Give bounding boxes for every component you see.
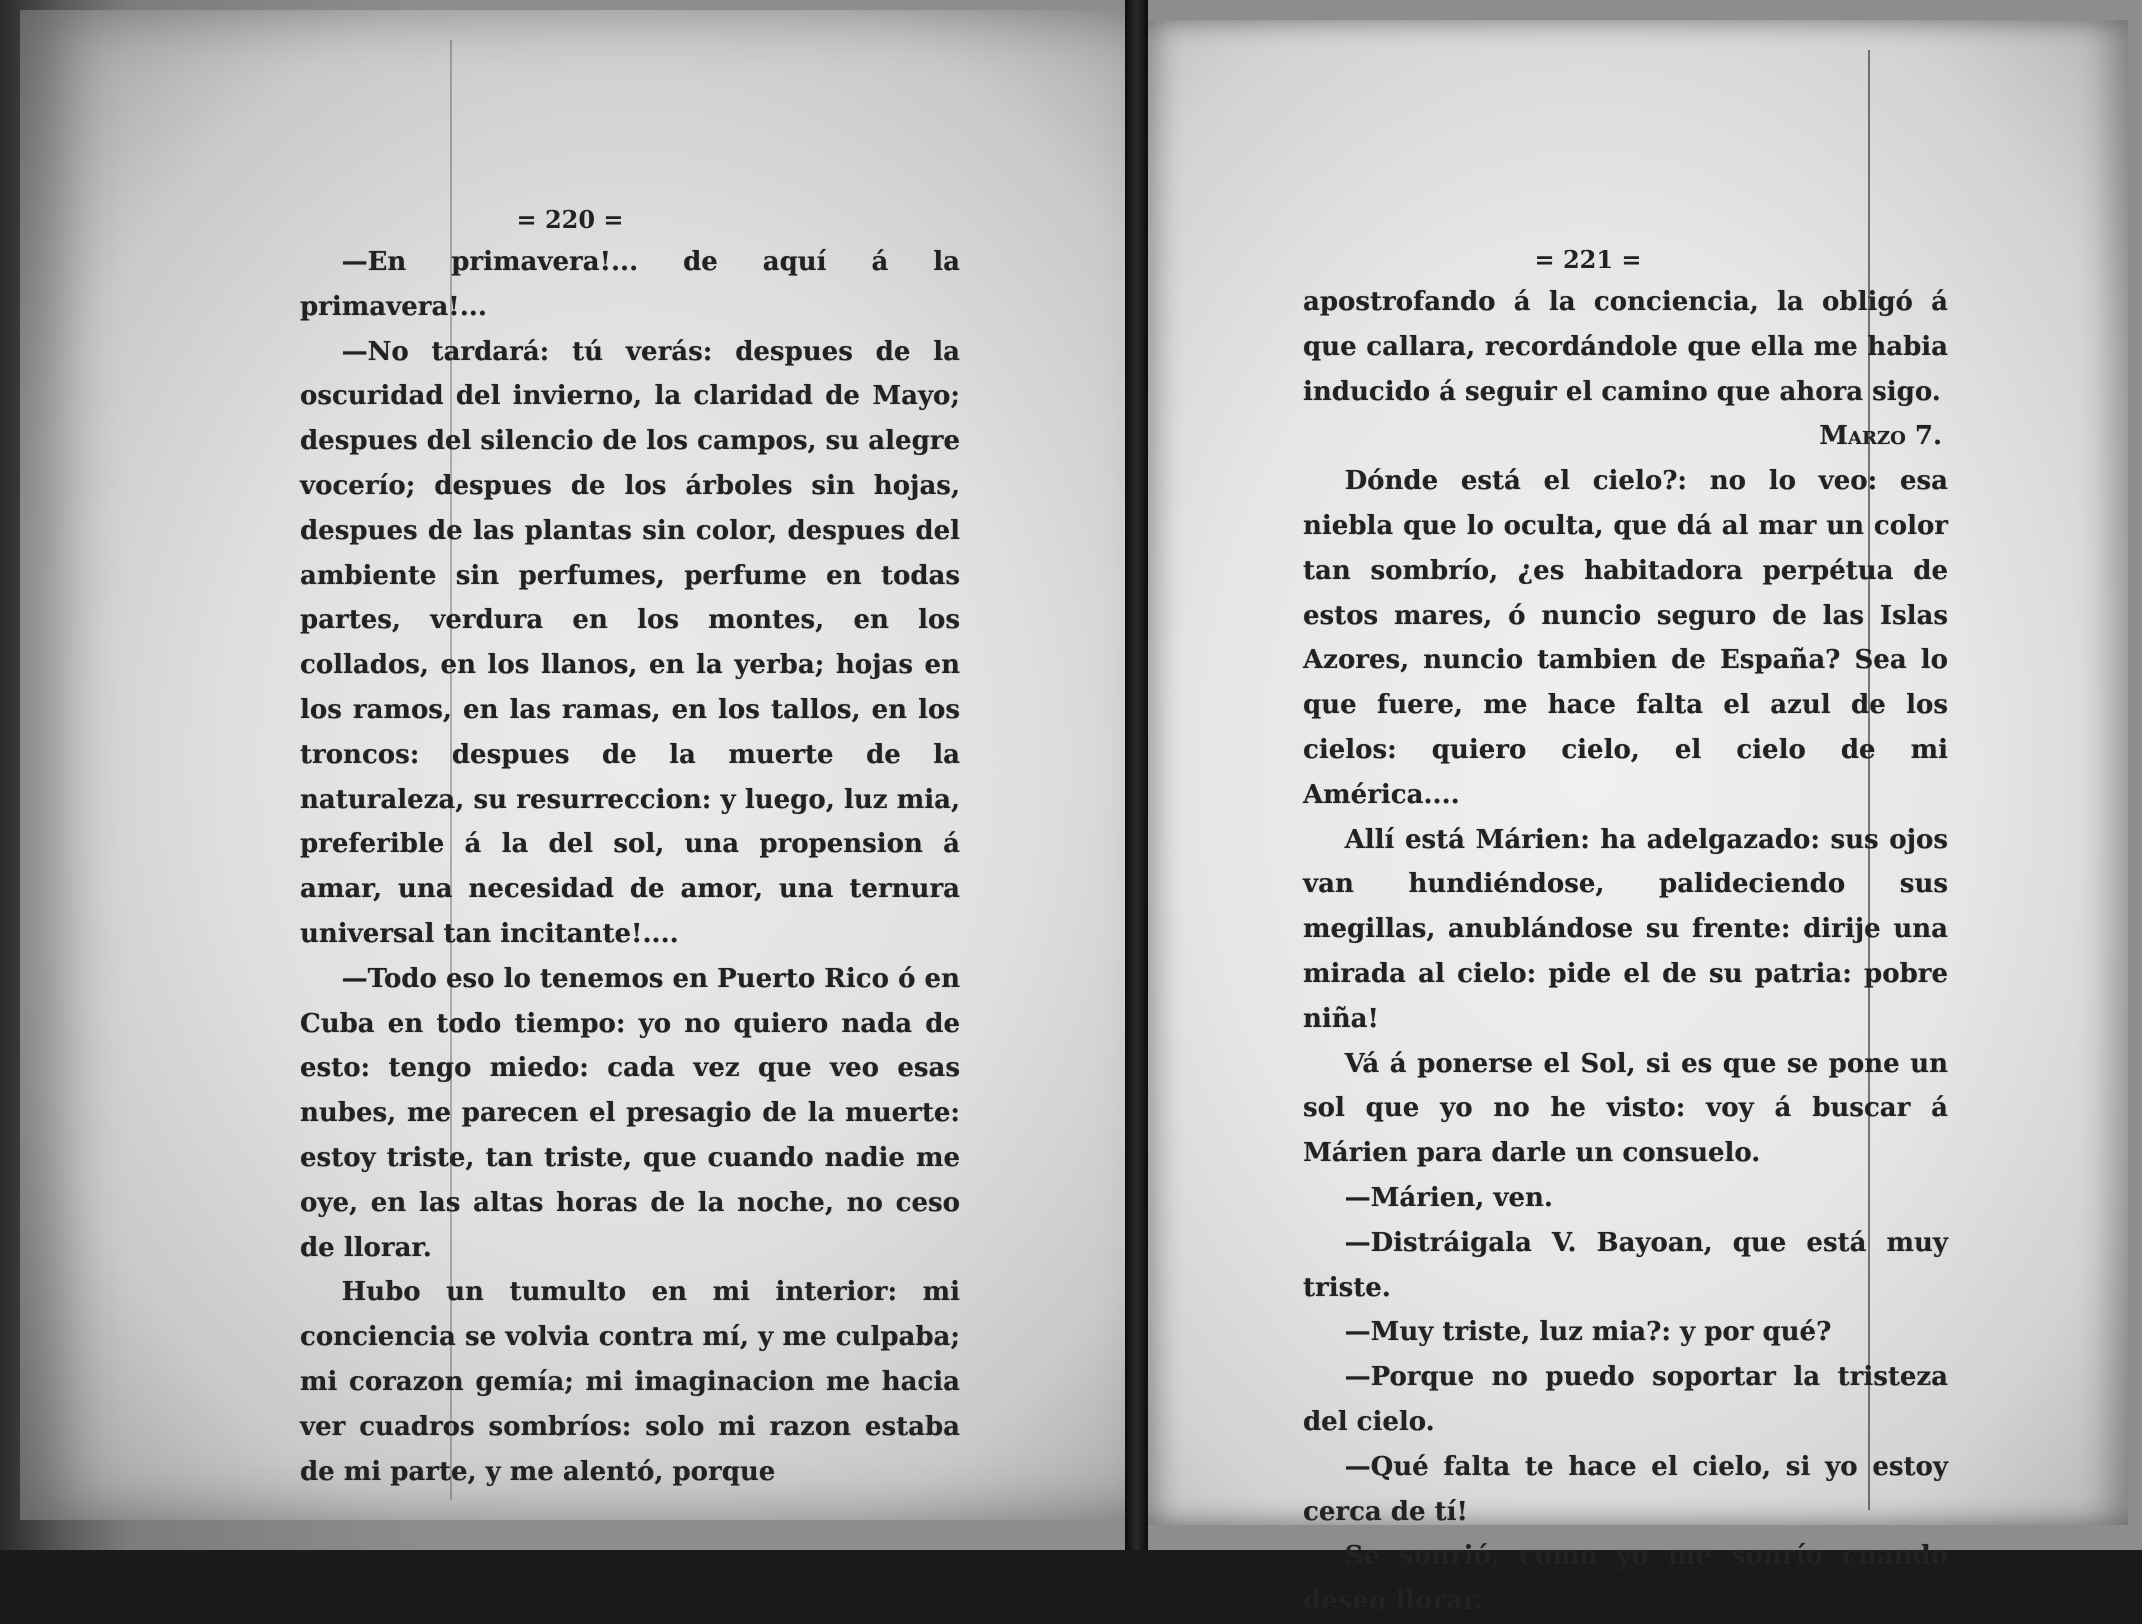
book-gutter bbox=[1125, 0, 1148, 1550]
page-number: = 220 = bbox=[516, 205, 624, 234]
dialogue-line: —Muy triste, luz mia?: y por qué? bbox=[1344, 1317, 1832, 1348]
paragraph: Allí está Márien: ha adelgazado: sus ojos van hundiéndose, palideciendo sus megillas, anublándose su frente: dirije una mirada al cielo: pide el de su patria: pobre niña! bbox=[1303, 824, 1948, 1034]
paragraph: Hubo un tumulto en mi interior: mi conciencia se volvia contra mí, y me culpaba; mi corazon gemía; mi imaginacion me hacia ver cuadros sombríos: solo mi razon estaba de mi parte, y me alentó, porque bbox=[300, 1277, 960, 1487]
paragraph: —Todo eso lo tenemos en Puerto Rico ó en Cuba en todo tiempo: yo no quiero nada de esto: tengo miedo: cada vez que veo esas nubes, me parecen el presagio de la muerte: estoy triste, tan triste, que cuando nadie me oye, en las altas horas de la noche, no ceso de llorar. bbox=[300, 963, 960, 1263]
right-page bbox=[1148, 20, 2128, 1617]
paragraph: apostrofando á la conciencia, la obligó á que callara, recordándole que ella me habia inducido á seguir el camino que ahora sigo. bbox=[1303, 287, 1948, 407]
dialogue-line: —Márien, ven. bbox=[1344, 1182, 1553, 1213]
paragraph: —En primavera!... de aquí á la primavera!... bbox=[300, 247, 960, 322]
left-page-body bbox=[300, 240, 960, 1494]
left-page bbox=[20, 10, 1125, 1520]
paragraph: Se sonrió, como yo me sonrío cuando deseo llorar. bbox=[1303, 1541, 1948, 1617]
right-page-body bbox=[1303, 280, 1948, 1624]
paragraph: Dónde está el cielo?: no lo veo: esa niebla que lo oculta, que dá al mar un color tan sombrío, ¿es habitadora perpétua de estos mares, ó nuncio seguro de las Islas Azores, nuncio tambien de España? Sea lo que fuere, me hace falta el azul de los cielos: quiero cielo, el cielo de mi América.... bbox=[1303, 466, 1948, 810]
dialogue-line: —Distráigala V. Bayoan, que está muy triste. bbox=[1303, 1227, 1948, 1303]
page-number: = 221 = bbox=[1534, 245, 1642, 274]
dialogue-line: —Qué falta te hace el cielo, si yo estoy cerca de tí! bbox=[1303, 1451, 1948, 1527]
paragraph: Vá á ponerse el Sol, si es que se pone un sol que yo no he visto: voy á buscar á Márien para darle un consuelo. bbox=[1303, 1048, 1948, 1169]
dialogue-line: —Porque no puedo soportar la tristeza del cielo. bbox=[1303, 1362, 1948, 1437]
paragraph: —No tardará: tú verás: despues de la oscuridad del invierno, la claridad de Mayo; despues del silencio de los campos, su alegre vocerío; despues de los árboles sin hojas, despues de las plantas sin color, despues del ambiente sin perfumes, perfume en todas partes, verdura en los montes, en los collados, en los llanos, en la yerba; hojas en los ramos, en las ramas, en los tallos, en los troncos: despues de la muerte de la naturaleza, su resurreccion: y luego, luz mia, preferible á la del sol, una propension á amar, una necesidad de amor, una ternura universal tan incitante!.... bbox=[300, 336, 960, 949]
date-heading: Marzo 7. bbox=[1819, 421, 1942, 452]
